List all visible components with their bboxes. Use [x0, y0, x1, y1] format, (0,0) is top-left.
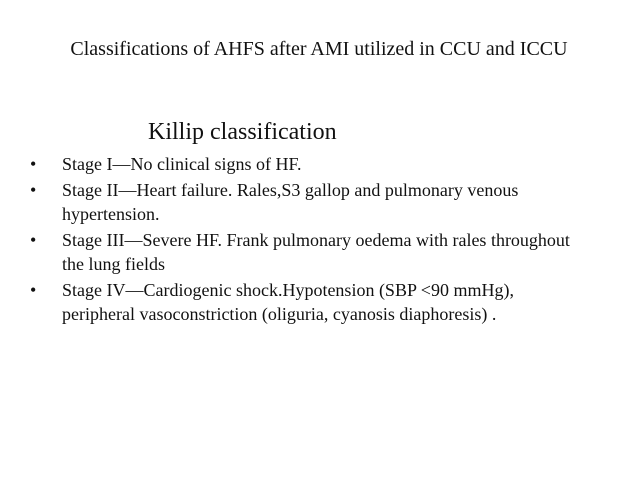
bullet-text: Stage IV—Cardiogenic shock.Hypotension (SBP <90 mmHg), peripheral vasoconstriction (oliguria, cyanosis diaphoresis) . [62, 280, 514, 324]
bullet-text: Stage II—Heart failure. Rales,S3 gallop and pulmonary venous hypertension. [62, 180, 519, 224]
bullet-text: Stage III—Severe HF. Frank pulmonary oedema with rales throughout the lung fields [62, 230, 570, 274]
slide-subtitle: Killip classification [148, 119, 337, 145]
bullet-icon: • [30, 154, 37, 174]
bullet-item-stage-3 [30, 228, 590, 276]
bullet-item-stage-1 [30, 152, 590, 176]
bullet-icon: • [30, 180, 37, 200]
bullet-text: Stage I—No clinical signs of HF. [62, 154, 302, 174]
bullet-icon: • [30, 230, 37, 250]
bullet-list [30, 152, 590, 328]
bullet-item-stage-4 [30, 278, 590, 326]
bullet-item-stage-2 [30, 178, 590, 226]
slide-title: Classifications of AHFS after AMI utilized in CCU and ICCU [70, 38, 568, 60]
bullet-icon: • [30, 280, 37, 300]
